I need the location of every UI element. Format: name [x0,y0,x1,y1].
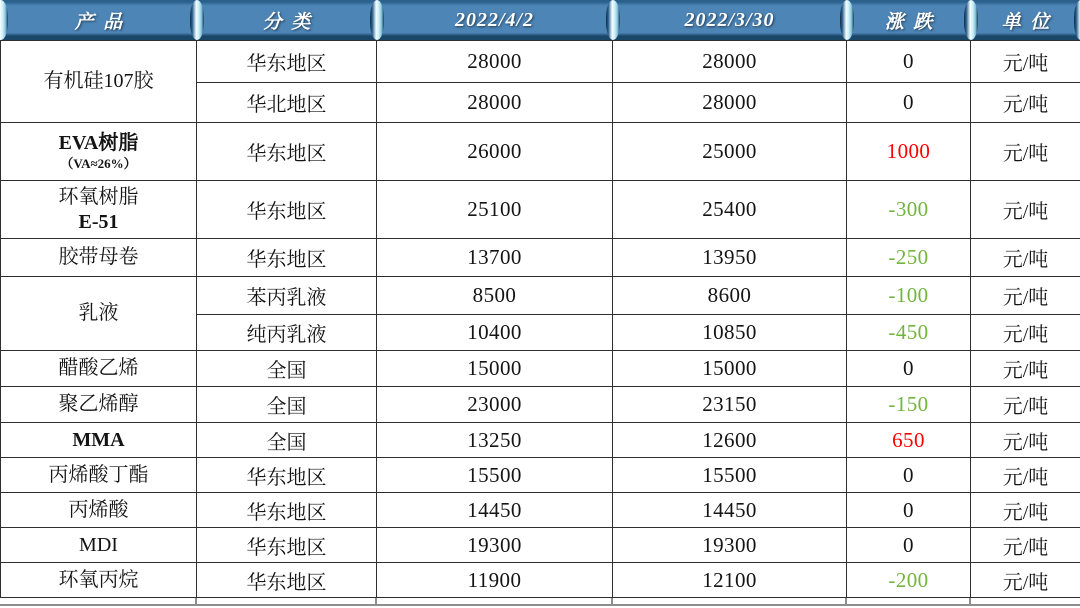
price-new-cell: 28000 [377,41,613,83]
change-cell: 1000 [847,123,971,181]
category-cell: 华东地区 [197,493,377,528]
price-new-cell: 28000 [377,83,613,123]
product-name-line: 乳液 [78,302,119,324]
cutoff-row-gridline [375,598,377,604]
product-cell [1,423,197,458]
cutoff-row-gridline [969,598,971,604]
category-cell: 华东地区 [197,181,377,239]
category-cell: 苯丙乳液 [197,277,377,315]
col-header-product [1,0,197,41]
unit-cell: 元/吨 [971,315,1080,351]
col-header-unit [971,0,1080,41]
col-header-label: 分类 [262,11,320,33]
price-new-cell: 13700 [377,239,613,277]
table-row [1,493,1080,528]
cutoff-row-gridline [845,598,847,604]
product-name-line: 胶带母卷 [58,246,139,268]
product-cell [1,123,197,181]
header-bevel-divider [606,0,620,40]
product-cell [1,181,197,239]
change-cell: -250 [847,239,971,277]
product-name-line: MMA [72,428,125,451]
product-name-line: E-51 [78,210,119,233]
price-new-cell: 25100 [377,181,613,239]
table-row [1,41,1080,83]
header-bevel-divider [840,0,854,40]
category-cell: 华东地区 [197,458,377,493]
product-name-line: 环氧丙烷 [58,568,139,591]
category-cell: 华东地区 [197,41,377,83]
col-header-price-2022-4-2 [377,0,613,41]
table-row [1,528,1080,563]
unit-cell: 元/吨 [971,563,1080,598]
unit-cell: 元/吨 [971,83,1080,123]
price-new-cell: 8500 [377,277,613,315]
product-name-line: （VA≈26%） [60,156,137,172]
change-cell: 650 [847,423,971,458]
product-name-line: 丙烯酸 [68,498,129,521]
price-new-cell: 26000 [377,123,613,181]
price-old-cell: 10850 [613,315,847,351]
table-row [1,458,1080,493]
col-header-category [197,0,377,41]
change-cell: -100 [847,277,971,315]
change-cell: 0 [847,351,971,387]
price-new-cell: 19300 [377,528,613,563]
product-name-line: 醋酸乙烯 [58,357,139,379]
price-old-cell: 12100 [613,563,847,598]
change-cell: -150 [847,387,971,423]
price-new-cell: 15500 [377,458,613,493]
header-bevel-divider [190,0,204,40]
price-new-cell: 11900 [377,563,613,598]
change-cell: 0 [847,41,971,83]
col-header-label: 涨跌 [884,11,942,33]
product-name-line: 丙烯酸丁酯 [48,463,149,486]
category-cell: 全国 [197,351,377,387]
product-cell [1,387,197,423]
header-bevel-divider [1074,0,1080,40]
unit-cell: 元/吨 [971,351,1080,387]
product-name-line: 有机硅107胶 [43,70,154,92]
unit-cell: 元/吨 [971,277,1080,315]
cutoff-row-gridline [611,598,613,604]
product-cell [1,493,197,528]
unit-cell: 元/吨 [971,493,1080,528]
header-bevel-divider [370,0,384,40]
table-row [1,181,1080,239]
category-cell: 华东地区 [197,123,377,181]
header-bevel-divider [0,0,8,40]
price-old-cell: 12600 [613,423,847,458]
price-old-cell: 15000 [613,351,847,387]
category-cell: 全国 [197,387,377,423]
product-cell [1,528,197,563]
table-row [1,123,1080,181]
unit-cell: 元/吨 [971,41,1080,83]
price-new-cell: 14450 [377,493,613,528]
table-header-row [1,0,1080,41]
col-header-price-2022-3-30 [613,0,847,41]
price-old-cell: 8600 [613,277,847,315]
price-old-cell: 25000 [613,123,847,181]
category-cell: 华北地区 [197,83,377,123]
price-old-cell: 13950 [613,239,847,277]
category-cell: 全国 [197,423,377,458]
table-row [1,563,1080,598]
unit-cell: 元/吨 [971,181,1080,239]
product-name-line: MDI [79,533,118,556]
product-cell [1,351,197,387]
cutoff-row-gridline [195,598,197,604]
col-header-label: 产品 [74,11,132,33]
change-cell: -200 [847,563,971,598]
product-cell [1,41,197,123]
cutoff-next-row [0,598,1080,606]
table-row [1,423,1080,458]
price-old-cell: 23150 [613,387,847,423]
change-cell: 0 [847,493,971,528]
header-bevel-divider [964,0,978,40]
product-cell [1,239,197,277]
col-header-label: 2022/4/2 [454,8,535,31]
change-cell: 0 [847,83,971,123]
table-row [1,239,1080,277]
unit-cell: 元/吨 [971,239,1080,277]
table-body [1,41,1080,598]
price-new-cell: 13250 [377,423,613,458]
price-old-cell: 15500 [613,458,847,493]
col-header-label: 单位 [1001,11,1059,33]
product-name-line: 环氧树脂 [58,185,139,208]
change-cell: -300 [847,181,971,239]
unit-cell: 元/吨 [971,458,1080,493]
price-old-cell: 19300 [613,528,847,563]
change-cell: -450 [847,315,971,351]
category-cell: 华东地区 [197,528,377,563]
category-cell: 纯丙乳液 [197,315,377,351]
unit-cell: 元/吨 [971,528,1080,563]
product-name-line: EVA树脂 [58,132,139,155]
price-old-cell: 14450 [613,493,847,528]
product-name-line: 聚乙烯醇 [58,393,139,415]
table-row [1,277,1080,315]
price-old-cell: 28000 [613,83,847,123]
price-new-cell: 23000 [377,387,613,423]
col-header-change [847,0,971,41]
table-row [1,351,1080,387]
change-cell: 0 [847,528,971,563]
price-new-cell: 15000 [377,351,613,387]
category-cell: 华东地区 [197,239,377,277]
product-cell [1,277,197,351]
unit-cell: 元/吨 [971,387,1080,423]
category-cell: 华东地区 [197,563,377,598]
price-new-cell: 10400 [377,315,613,351]
change-cell: 0 [847,458,971,493]
price-old-cell: 28000 [613,41,847,83]
price-old-cell: 25400 [613,181,847,239]
product-cell [1,563,197,598]
col-header-label: 2022/3/30 [684,8,775,31]
unit-cell: 元/吨 [971,123,1080,181]
table-row [1,387,1080,423]
unit-cell: 元/吨 [971,423,1080,458]
product-cell [1,458,197,493]
